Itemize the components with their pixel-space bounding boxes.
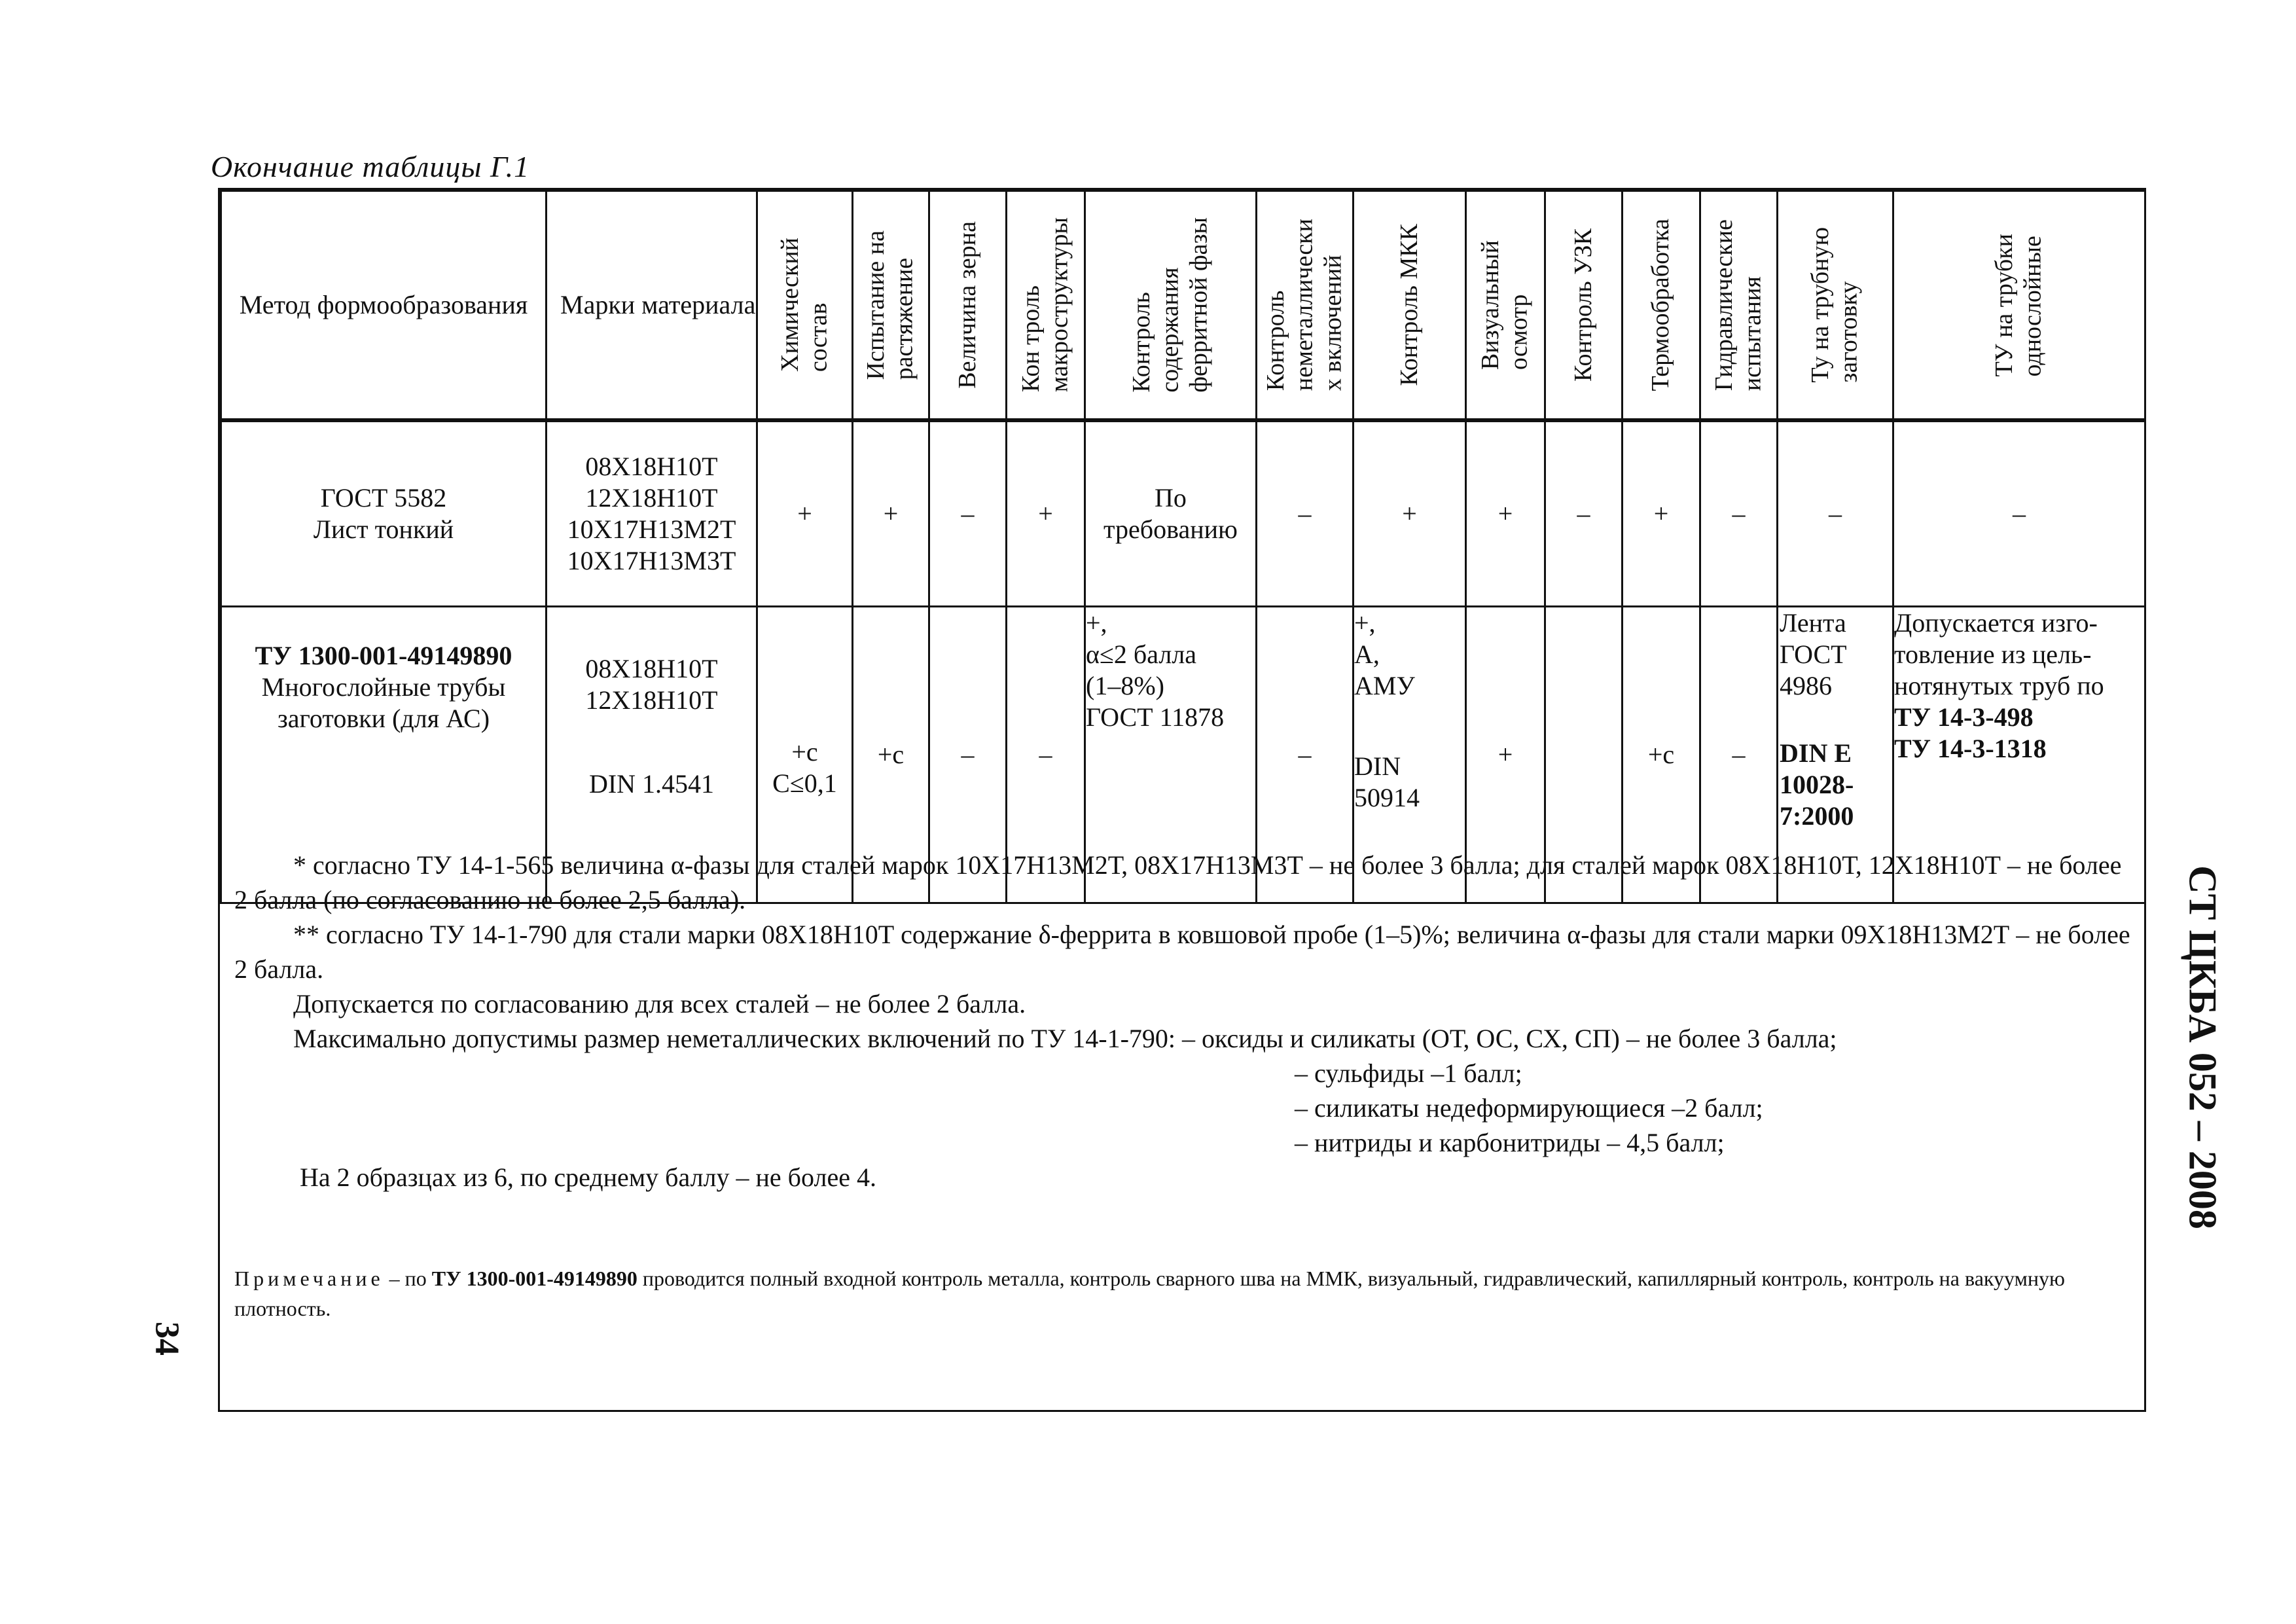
header-ferrite	[1085, 191, 1257, 421]
cell-nonmetal: –	[1257, 420, 1354, 607]
header-single	[1893, 191, 2145, 421]
cell-nonmetal: –	[1257, 607, 1354, 903]
remark	[234, 1263, 2132, 1324]
single-text: Допускается изго- товление из цель- нотянутых труб по	[1894, 608, 2104, 700]
header-visual	[1466, 191, 1545, 421]
inspection-table	[220, 190, 2146, 904]
cell-tensile: +	[853, 420, 929, 607]
method-description: Многослойные трубы заготовки (для АС)	[261, 672, 506, 733]
cell-hydro: –	[1700, 420, 1778, 607]
header-grain-label: Величина зерна	[953, 221, 981, 389]
footnote-7: – нитриды и карбонитриды – 4,5 балл;	[1295, 1128, 1725, 1157]
footnote-6: – силикаты недеформирующиеся –2 балл;	[1295, 1093, 1763, 1123]
header-grain	[929, 191, 1007, 421]
cell-heat: +	[1623, 420, 1700, 607]
remark-ref: ТУ 1300-001-49149890	[431, 1267, 637, 1290]
cell-chemical: +	[757, 420, 853, 607]
remark-text: проводится полный входной контроль металла, контроль сварного шва на ММК, визуальный, гидравлический, капиллярный контроль, контроль на вакуумную плотность.	[234, 1267, 2065, 1320]
header-method: Метод формообразования	[221, 191, 547, 421]
footnote-3: Допускается по согласованию для всех сталей – не более 2 балла.	[293, 989, 1026, 1019]
mkk-din: DIN 50914	[1354, 751, 1420, 812]
header-chemical	[757, 191, 853, 421]
single-ref-2: ТУ 14-3-1318	[1894, 734, 2047, 763]
remark-dash: – по	[389, 1267, 427, 1290]
cell-visual: +	[1466, 607, 1545, 903]
cell-chemical: +с С≤0,1	[757, 607, 853, 903]
header-hydro	[1700, 191, 1778, 421]
header-chemical-label: Химический состав	[776, 238, 833, 372]
table-row	[221, 420, 2145, 607]
cell-tensile: +с	[853, 607, 929, 903]
remark-label: Примечание	[234, 1267, 384, 1290]
header-macro-label: Кон троль макроструктуры	[1016, 217, 1073, 393]
header-ferrite-label: Контроль содержания ферритной фазы	[1127, 217, 1213, 393]
footnote-8: На 2 образцах из 6, по среднему баллу – не более 4.	[300, 1163, 876, 1192]
method-cell	[221, 420, 547, 607]
mkk-methods: +, А, АМУ	[1354, 608, 1415, 700]
footnotes	[234, 848, 2132, 1195]
header-billet	[1778, 191, 1893, 421]
cell-heat: +с	[1623, 607, 1700, 903]
cell-macro: +	[1007, 420, 1085, 607]
method-description: Лист тонкий	[313, 514, 454, 544]
footnote-5: – сульфиды –1 балл;	[1295, 1058, 1522, 1088]
header-heat-label: Термообработка	[1647, 219, 1675, 391]
billet-standard: Лента ГОСТ 4986	[1780, 608, 1847, 700]
cell-ferrite: +, α≤2 балла (1–8%) ГОСТ 11878	[1085, 607, 1257, 903]
footnote-2: ** согласно ТУ 14-1-790 для стали марки 08Х18Н10Т содержание δ-феррита в ковшовой пробе (1–5)%; величина α-фазы для стали марки 09Х18Н13М2Т – не более 2 балла.	[234, 920, 2130, 984]
grades-list: 08Х18Н10Т 12Х18Н10Т	[585, 654, 718, 715]
footnote-1: * согласно ТУ 14-1-565 величина α-фазы для сталей марок 10Х17Н13М2Т, 08Х17Н13М3Т – не более 3 балла; для сталей марок 08Х18Н10Т, 12Х18Н10Т – не более 2 балла (по согласованию не более 2,5 балла).	[234, 850, 2122, 914]
header-uzk-label: Контроль УЗК	[1569, 228, 1597, 382]
header-billet-label: Ту на трубную заготовку	[1806, 227, 1863, 383]
method-standard: ТУ 1300-001-49149890	[255, 641, 512, 670]
header-nonmetal	[1257, 191, 1354, 421]
page-number: 34	[148, 1322, 186, 1356]
header-hydro-label: Гидравлические испытания	[1710, 219, 1767, 391]
header-grade: Марки материала	[547, 191, 757, 421]
cell-grain: –	[929, 420, 1007, 607]
cell-macro: –	[1007, 607, 1085, 903]
cell-visual: +	[1466, 420, 1545, 607]
grade-din: DIN 1.4541	[588, 769, 715, 799]
grades-cell: 08Х18Н10Т 12Х18Н10Т 10Х17Н13М2Т 10Х17Н13М3Т	[547, 420, 757, 607]
header-mkk	[1354, 191, 1466, 421]
header-heat	[1623, 191, 1700, 421]
single-ref-1: ТУ 14-3-498	[1894, 702, 2034, 732]
table-caption: Окончание таблицы Г.1	[211, 150, 530, 183]
header-tensile	[853, 191, 929, 421]
header-single-label: ТУ на трубки однослойные	[1990, 233, 2047, 377]
cell-grain: –	[929, 607, 1007, 903]
document-code: СТ ЦКБА 052 – 2008	[2181, 865, 2225, 1229]
header-uzk	[1545, 191, 1623, 421]
table-frame	[218, 188, 2146, 1412]
header-macro	[1007, 191, 1085, 421]
table-header-row	[221, 191, 2145, 421]
cell-hydro: –	[1700, 607, 1778, 903]
cell-ferrite: По требованию	[1085, 420, 1257, 607]
cell-uzk: –	[1545, 420, 1623, 607]
header-nonmetal-label: Контроль неметаллически х включений	[1261, 219, 1347, 391]
footnote-4: Максимально допустимы размер неметаллических включений по ТУ 14-1-790: – оксиды и силикаты (ОТ, ОС, СХ, СП) – не более 3 балла;	[293, 1024, 1837, 1053]
header-tensile-label: Испытание на растяжение	[862, 230, 918, 380]
cell-billet: –	[1778, 420, 1893, 607]
cell-mkk: +	[1354, 420, 1466, 607]
header-visual-label: Визуальный осмотр	[1477, 240, 1533, 370]
header-mkk-label: Контроль МКК	[1395, 224, 1423, 386]
method-standard: ГОСТ 5582	[320, 483, 447, 513]
billet-din: DIN Е 10028- 7:2000	[1780, 738, 1854, 831]
cell-single: –	[1893, 420, 2145, 607]
